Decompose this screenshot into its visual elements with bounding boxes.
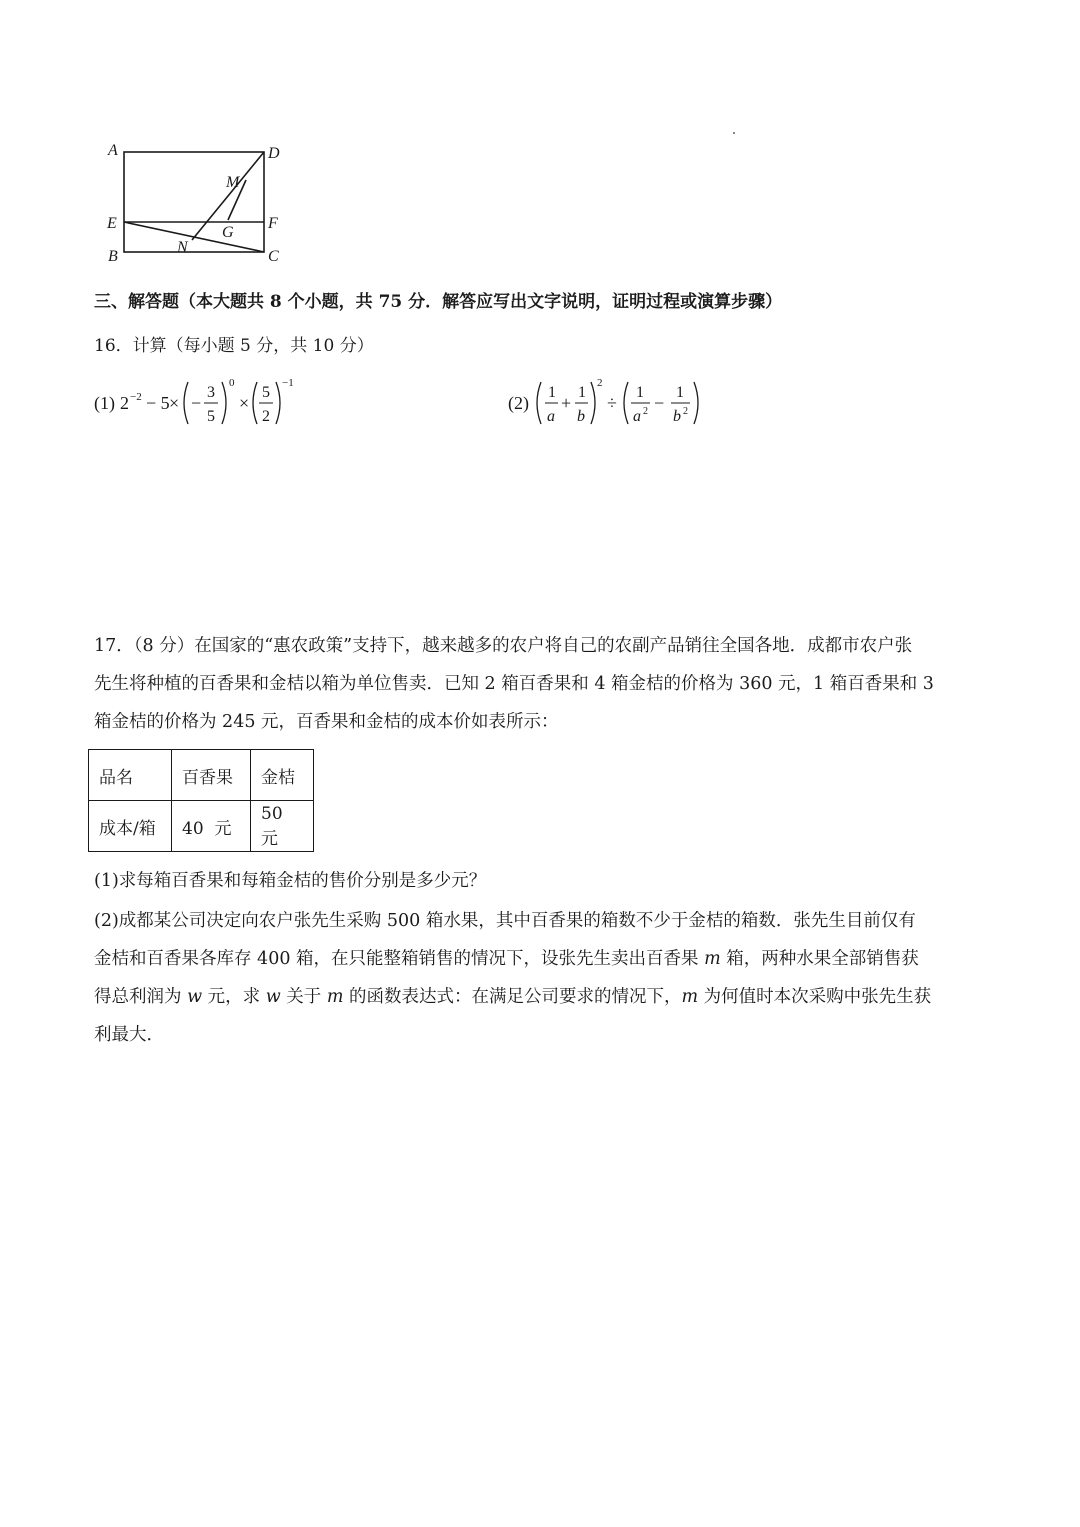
table-header-cell: 金桔 xyxy=(251,750,314,801)
label-c: C xyxy=(268,248,279,265)
text-span: 关于 xyxy=(280,987,327,1007)
expr2-b: b xyxy=(577,408,585,425)
label-m: M xyxy=(226,174,240,191)
expr2-one-a: 1 xyxy=(548,384,556,401)
table-header-cell: 百香果 xyxy=(172,750,251,801)
q17-line-2: 先生将种植的百香果和金桔以箱为单位售卖．已知 2 箱百香果和 4 箱金桔的价格为 360 元，1 箱百香果和 3 xyxy=(94,674,934,694)
q17-sub2-line-2 xyxy=(94,940,994,978)
expr2-b2-exp: 2 xyxy=(683,406,688,417)
expr1-right-paren-2 xyxy=(276,382,280,424)
table-header-row xyxy=(89,750,314,801)
q17-sub2-line-1: (2)成都某公司决定向农户张先生采购 500 箱水果，其中百香果的箱数不少于金桔的箱数．张先生目前仅有 xyxy=(94,911,916,931)
var-m: m xyxy=(326,987,344,1007)
expr1-right-paren-1 xyxy=(222,382,226,424)
expr1-exponent-zero: 0 xyxy=(229,377,235,389)
expr1-frac1-numerator: 3 xyxy=(207,384,215,401)
table-cell: 40 元 xyxy=(172,801,251,852)
expr1-minus5: − 5 xyxy=(146,393,170,413)
q17-line-3: 箱金桔的价格为 245 元，百香果和金桔的成本价如表所示： xyxy=(94,712,559,732)
cost-table xyxy=(88,749,314,852)
label-n: N xyxy=(177,239,188,256)
expr1-frac2-numerator: 5 xyxy=(262,384,270,401)
expr1-exponent: −2 xyxy=(130,391,142,403)
question-16-title: 16．计算（每小题 5 分，共 10 分） xyxy=(94,336,374,356)
q17-subquestion-1: (1)求每箱百香果和每箱金桔的售价分别是多少元？ xyxy=(94,871,487,891)
expr2-label: (2) xyxy=(508,393,529,413)
q17-subquestion-2 xyxy=(94,902,994,1054)
expression-1 xyxy=(94,372,294,439)
label-f: F xyxy=(268,215,278,232)
q17-sub2-line-3 xyxy=(94,978,994,1016)
expr1-left-paren-2 xyxy=(253,382,257,424)
expr1-times-1: × xyxy=(169,393,180,413)
var-w: w xyxy=(187,987,203,1007)
text-span: 箱，两种水果全部销售获 xyxy=(720,949,919,969)
expr2-a2: a xyxy=(633,408,641,425)
expr2-minus: − xyxy=(654,393,665,413)
expr2-one-b2: 1 xyxy=(676,384,684,401)
text-span: 得总利润为 xyxy=(94,987,188,1007)
table-cell: 成本/箱 xyxy=(89,801,172,852)
stray-dot xyxy=(733,132,735,134)
table-cell: 50 元 xyxy=(251,801,314,852)
expr1-left-paren-1 xyxy=(184,382,188,424)
expr2-plus: + xyxy=(561,393,572,413)
question-17-stem xyxy=(94,627,994,741)
table-row xyxy=(89,801,314,852)
expr2-right-paren-2 xyxy=(694,382,698,424)
expr2-a: a xyxy=(547,408,555,425)
expr2-right-paren-1 xyxy=(591,382,595,424)
expr1-frac1-denominator: 5 xyxy=(207,408,215,425)
expr2-b2: b xyxy=(673,408,681,425)
expr1-times-2: × xyxy=(239,393,250,413)
text-span: 金桔和百香果各库存 400 箱，在只能整箱销售的情况下，设张先生卖出百香果 xyxy=(94,949,705,969)
expr1-base: 2 xyxy=(120,393,129,413)
label-b: B xyxy=(108,248,118,265)
expr2-square: 2 xyxy=(597,377,603,389)
var-m: m xyxy=(704,949,721,969)
label-g: G xyxy=(222,224,234,241)
var-w: w xyxy=(265,987,281,1007)
expression-2 xyxy=(508,372,708,439)
expr1-label: (1) xyxy=(94,393,115,413)
expr2-divide: ÷ xyxy=(607,393,617,413)
text-span: 元，求 xyxy=(202,987,266,1007)
expr2-left-paren-2 xyxy=(624,382,628,424)
table-header-cell: 品名 xyxy=(89,750,172,801)
expr2-one-b: 1 xyxy=(578,384,586,401)
label-a: A xyxy=(108,142,118,159)
expr2-a2-exp: 2 xyxy=(643,406,648,417)
expr2-one-a2: 1 xyxy=(636,384,644,401)
expr1-exponent-neg1: −1 xyxy=(282,377,294,389)
expr1-frac2-denominator: 2 xyxy=(262,408,270,425)
label-d: D xyxy=(268,145,280,162)
text-span: 的函数表达式：在满足公司要求的情况下， xyxy=(343,987,682,1007)
q17-line-1: 17．（8 分）在国家的“惠农政策”支持下，越来越多的农户将自己的农副产品销往全国各地．成都市农户张 xyxy=(94,636,913,656)
geometry-figure xyxy=(100,138,300,268)
section-title: 三、解答题（本大题共 8 个小题，共 75 分．解答应写出文字说明，证明过程或演算步骤） xyxy=(94,292,783,312)
label-e: E xyxy=(107,215,117,232)
text-span: 为何值时本次采购中张先生获 xyxy=(698,987,932,1007)
q17-sub2-line-4: 利最大． xyxy=(94,1025,164,1045)
expr1-negative-sign: − xyxy=(191,393,202,413)
expr2-left-paren-1 xyxy=(537,382,541,424)
var-m: m xyxy=(681,987,699,1007)
